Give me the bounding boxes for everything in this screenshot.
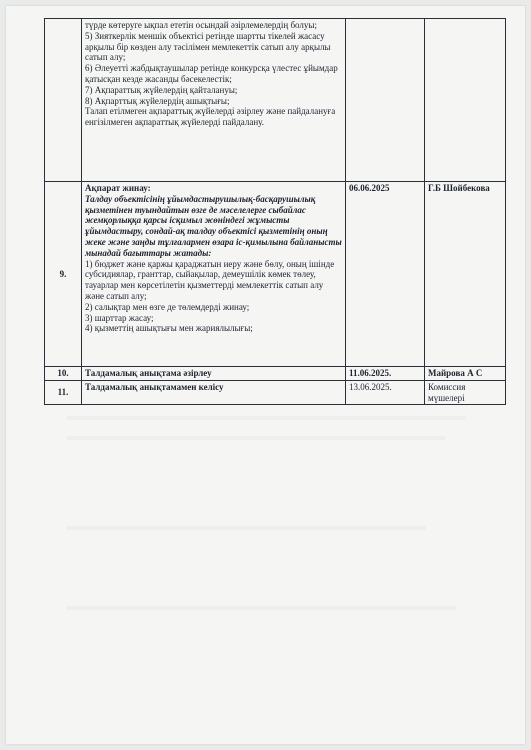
list-item: 4) қызметтің ашықтығы мен жариялылығы; [85,323,253,334]
table-row [45,380,506,405]
list-item: 3) шарттар жасау; [85,312,154,323]
text-line: 8) Ақпарттық жүйелердің ашықтығы; [85,95,230,106]
table-row [45,19,506,182]
show-through-text [66,436,446,440]
date-cell: 13.06.2025. [346,380,425,405]
plan-table [44,18,506,405]
row-number: 9. [45,182,82,367]
task-cell [82,182,346,367]
responsible-cell: Комиссия мүшелері [425,380,506,405]
show-through-text [66,526,426,530]
text-line: 5) Зияткерлік меншік объектісі ретінде шартты тікелей жасасу арқылы бір көзден алу тәсілімен мемлекеттік сатып алу арқылы сатып алу; [85,30,331,63]
number-cell [45,19,82,182]
list-item: 2) салықтар мен өзге де төлемдерді жинау; [85,301,250,312]
task-description: Талдау объектісінің ұйымдастырушылық-басқарушылық қызметінен туындайтын өзге де мәселелерге сыбайлас жемқорлыққа қарсы ісқимыл жөніндегі жұмысты ұйымдастыру, сондай-ақ талдау объектісі қызметінің оның жеке және заңды тұлғалармен өзара іс-қимылына байланысты мынадай бағыттары жатады: [85,193,342,258]
text-line: Талап етілмеген ақпараттық жүйелерді әзірлеу және пайдалануға енгізілмеген ақпараттық жүйелерді пайдалану. [85,106,336,128]
table-row [45,367,506,381]
row-number: 11. [45,380,82,405]
task-cell: Талдамалық анықтама әзірлеу [82,367,346,381]
show-through-text [66,416,466,420]
task-heading: Ақпарат жинау: [85,183,151,193]
date-cell: 11.06.2025. [346,367,425,381]
list-item: 1) бюджет және қаржы қараджатын иеру және бөлу, оның ішінде субсидиялар, гранттар, сыйақылар, демеушілік көмек төлеу, тауарлар мен көрсетілетін қызметтерді мемлекеттік сатып алу және сатып алу; [85,258,335,301]
responsible-cell [425,19,506,182]
date-cell: 06.06.2025 [346,182,425,367]
task-cell [82,19,346,182]
responsible-cell: Г.Б Шойбекова [425,182,506,367]
text-line: 6) Әлеуетті жабдықтаушылар ретінде конкурсқа үлестес ұйымдар қатысқан кезде жасанды бәсекелестік; [85,63,338,84]
text-line: түрде көтеруге ықпал ететін осындай әзірлемелердің болуы; [85,20,317,30]
document-page [6,6,525,744]
date-cell [346,19,425,182]
table-row [45,182,506,367]
task-cell: Талдамалық анықтамамен келісу [82,380,346,405]
row-number: 10. [45,367,82,381]
text-line: 7) Ақпараттық жүйелердің қайталануы; [85,84,238,95]
show-through-text [66,606,456,610]
responsible-cell: Майрова А С [425,367,506,381]
